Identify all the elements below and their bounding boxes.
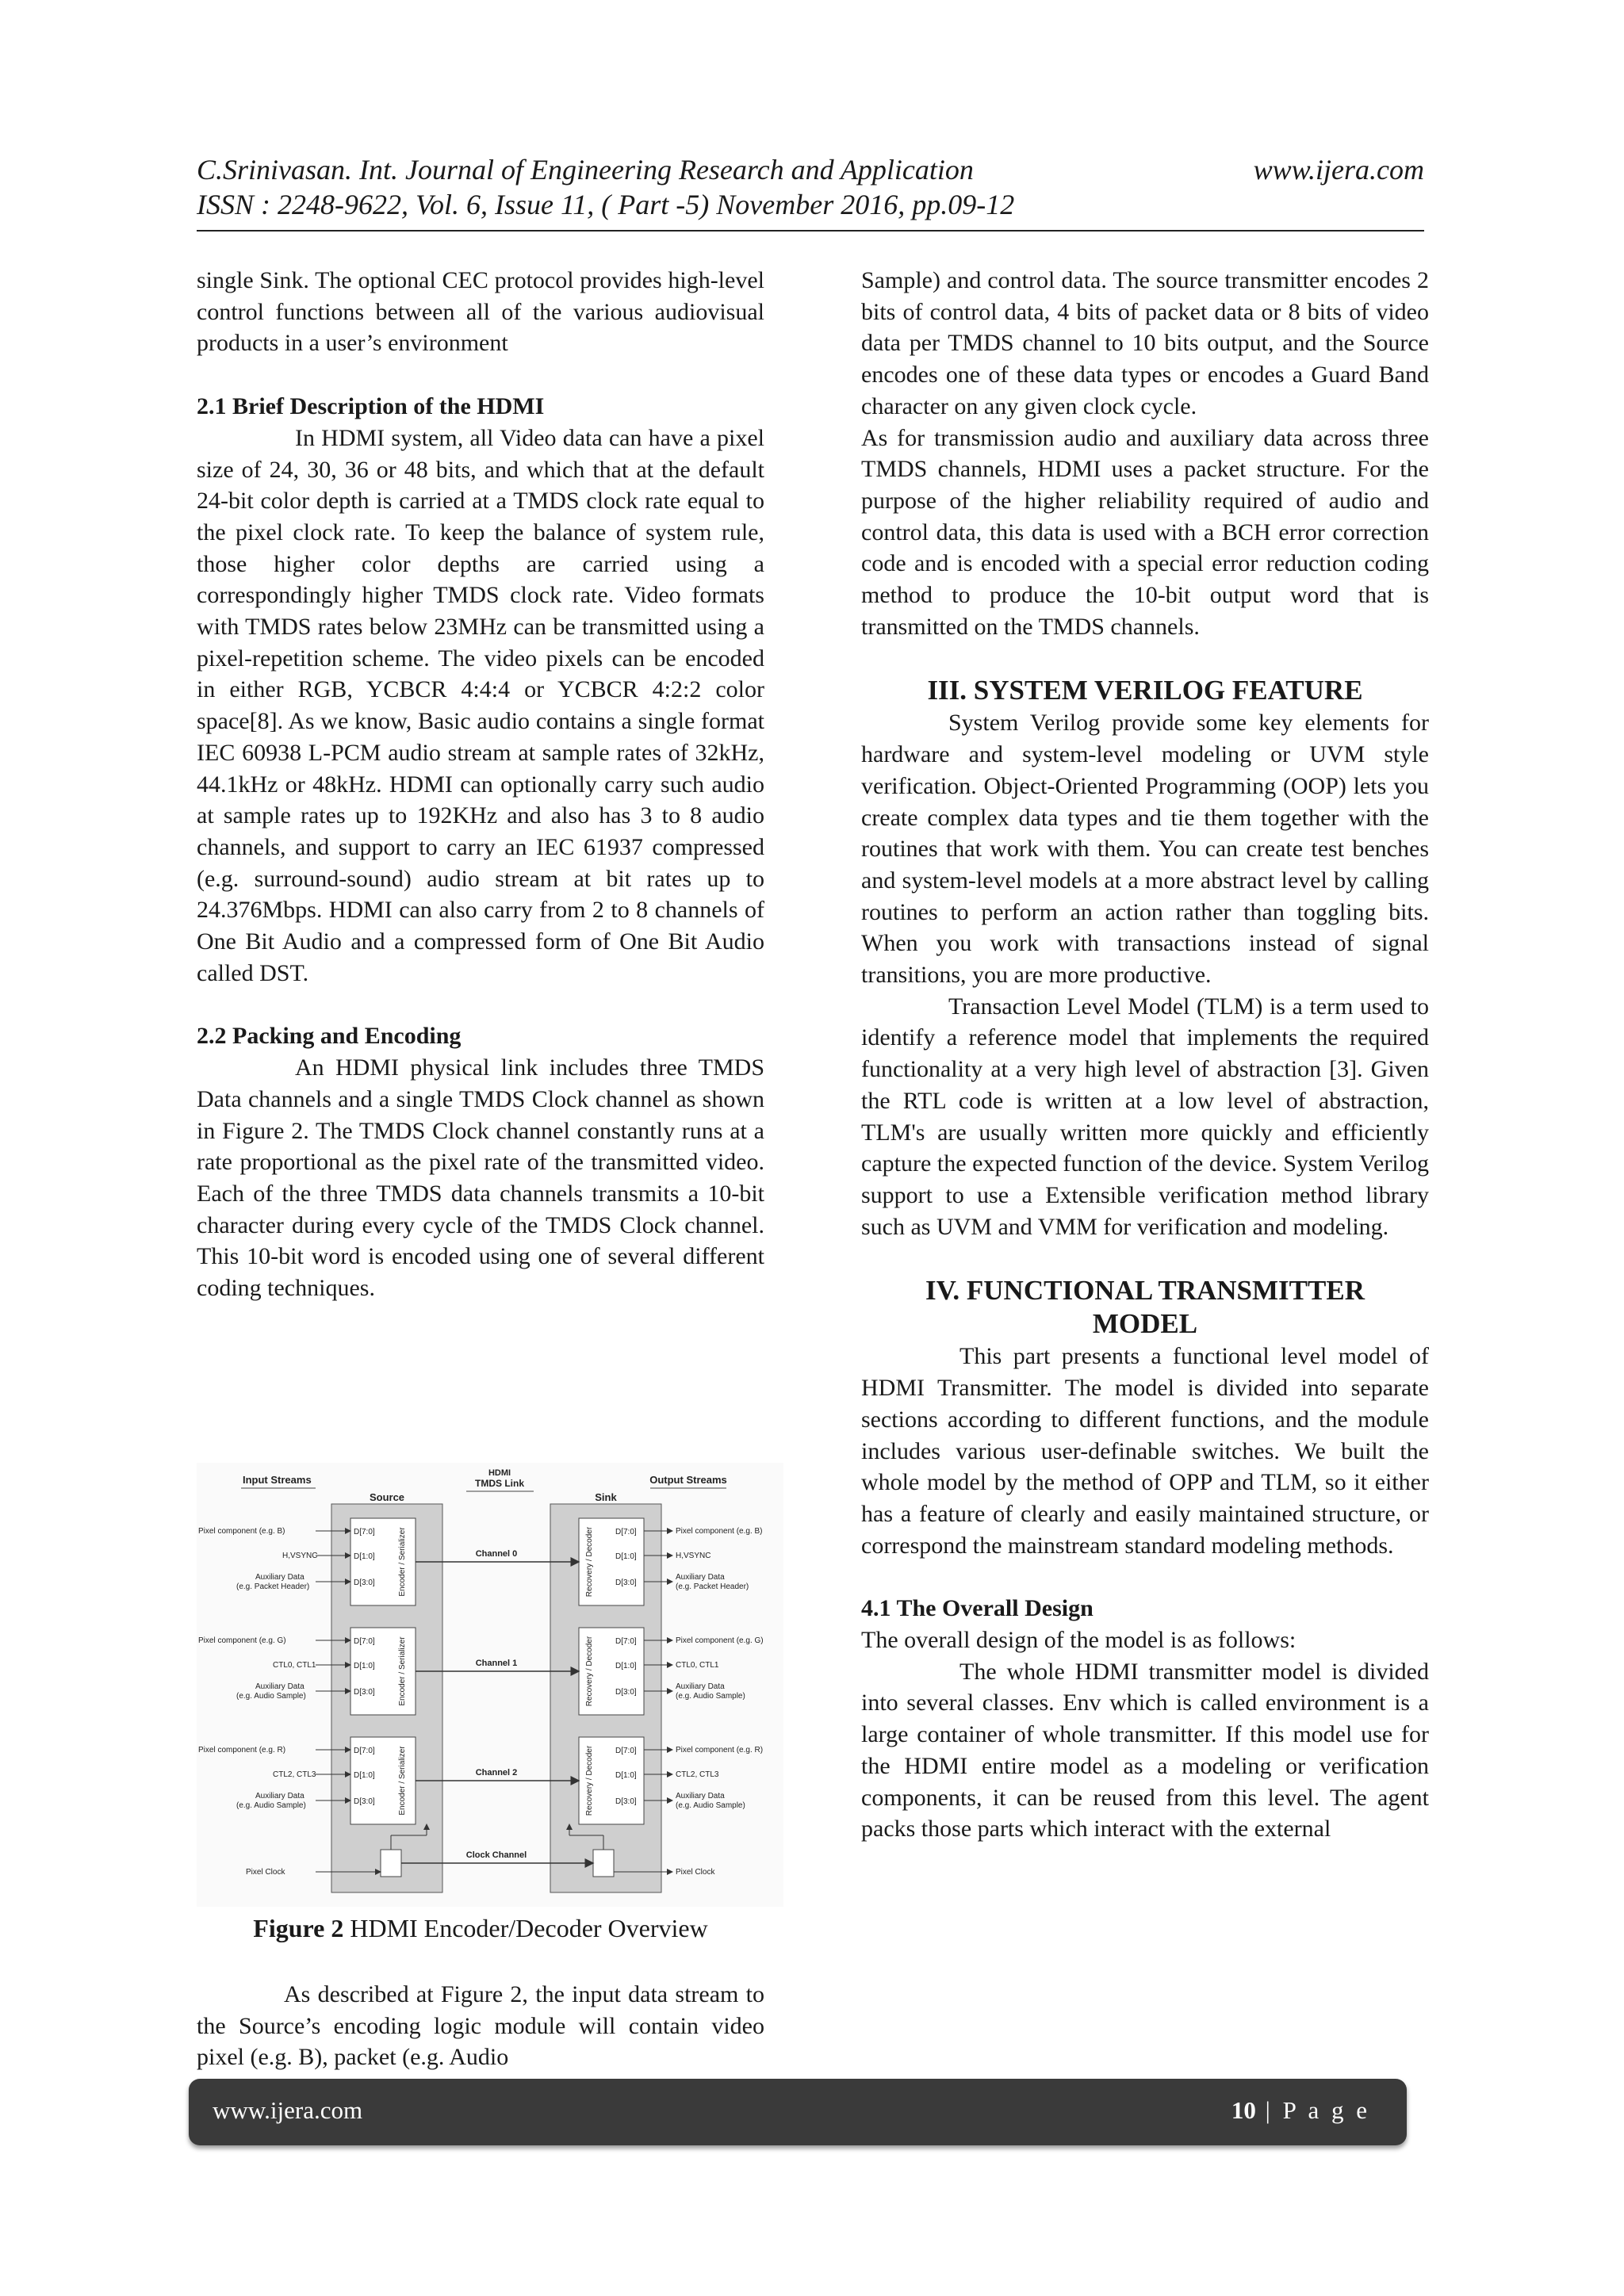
- ch1-label: Channel 1: [475, 1659, 518, 1668]
- ch1-out-d1: D[7:0]: [615, 1637, 637, 1646]
- section-4-1-para-2: The whole HDMI transmitter model is divided into several classes. Env which is called environment is a large container of whole transmitter. If this model use for the HDMI entire model as a modeling or verification components, it can be reused from this level. The agent packs those parts which interact with the external: [861, 1658, 1429, 1843]
- ch2-ctl-out: CTL2, CTL3: [676, 1770, 719, 1779]
- left-column: [197, 265, 764, 1304]
- page-number: 10: [1231, 2096, 1256, 2124]
- section-3-title: III. SYSTEM VERILOG FEATURE: [927, 675, 1363, 706]
- ch0-label: Channel 0: [475, 1549, 518, 1559]
- ch2-ctl-in: CTL2, CTL3: [273, 1770, 316, 1779]
- ch0-encoder: Encoder / Serializer: [398, 1527, 407, 1597]
- figure-2-caption: [197, 1912, 764, 1944]
- ch0-pixel-out: Pixel component (e.g. B): [676, 1527, 763, 1536]
- ch0-ctl-in: H,VSYNC: [282, 1552, 318, 1560]
- ch0-aux-out-2: (e.g. Packet Header): [676, 1582, 749, 1591]
- section-4-para-1: This part presents a functional level model of HDMI Transmitter. The model is divided into separate sections according to different functions, and the module includes various user-definable switches. We built the whole model by the method of OPP and TLM, so it either has a feature of clearly and easily maintained structure, or correspond the mainstream standard modeling methods.: [861, 1343, 1429, 1559]
- ch2-aux-in-2: (e.g. Audio Sample): [236, 1801, 306, 1810]
- ch0-d2: D[1:0]: [354, 1552, 375, 1561]
- figure-caption-text: HDMI Encoder/Decoder Overview: [350, 1914, 708, 1942]
- left-para-0: single Sink. The optional CEC protocol provides high-level control functions between all of the various audiovisual products in a user’s environment: [197, 267, 764, 357]
- footer-site: www.ijera.com: [213, 2096, 363, 2124]
- section-2-2-title: 2.2 Packing and Encoding: [197, 1023, 462, 1050]
- ch0-d3: D[3:0]: [354, 1578, 375, 1587]
- journal-citation: C.Srinivasan. Int. Journal of Engineering Research and Application: [197, 154, 974, 186]
- figure-label: Figure 2: [253, 1914, 344, 1942]
- fig-source: Source: [369, 1491, 405, 1503]
- ch2-decoder: Recovery / Decoder: [585, 1745, 594, 1816]
- ch1-pixel-out: Pixel component (e.g. G): [676, 1636, 764, 1645]
- header-rule: [197, 230, 1424, 232]
- ch0-ctl-out: H,VSYNC: [676, 1552, 711, 1560]
- ch2-aux-out-1: Auxiliary Data: [676, 1792, 725, 1800]
- ch1-d1: D[7:0]: [354, 1637, 375, 1646]
- fig-tmds-link: TMDS Link: [475, 1478, 524, 1489]
- fig-pixel-clock-in: Pixel Clock: [246, 1868, 285, 1877]
- ch0-out-d3: D[3:0]: [615, 1578, 637, 1587]
- page-footer: [189, 2079, 1407, 2145]
- ch2-d1: D[7:0]: [354, 1747, 375, 1755]
- ch2-out-d2: D[1:0]: [615, 1771, 637, 1780]
- ch2-d2: D[1:0]: [354, 1771, 375, 1780]
- left-after-figure: [197, 1979, 764, 2073]
- section-3-para-2: Transaction Level Model (TLM) is a term used to identify a reference model that implements the required functionality at a very high level of abstraction [3]. Given the RTL code is written at a low level of abstraction, TLM's are usually written more quickly and efficiently capture the expected function of the device. System Verilog support to use a Extensible verification method library such as UVM and VMM for verification and modeling.: [861, 993, 1429, 1240]
- ch0-out-d2: D[1:0]: [615, 1552, 637, 1561]
- right-para-1: As for transmission audio and auxiliary data across three TMDS channels, HDMI uses a packet structure. For the purpose of the higher reliability required of audio and control data, this data is used with a BCH error correction code and is encoded with a special error reduction coding method to produce the 10-bit output word that is transmitted on the TMDS channels.: [861, 424, 1429, 640]
- ch1-encoder: Encoder / Serializer: [398, 1636, 407, 1706]
- ch0-aux-out-1: Auxiliary Data: [676, 1573, 725, 1582]
- fig-input-streams: Input Streams: [243, 1474, 312, 1486]
- ch1-d3: D[3:0]: [354, 1688, 375, 1697]
- ch0-pixel-in: Pixel component (e.g. B): [198, 1527, 285, 1536]
- ch0-d1: D[7:0]: [354, 1528, 375, 1536]
- ch0-out-d1: D[7:0]: [615, 1528, 637, 1536]
- section-3-para-1: System Verilog provide some key elements for hardware and system-level modeling or UVM style verification. Object-Oriented Programming (OOP) lets you create complex data types and tie them together with the routines that work with them. You can create test benches and system-level models at a more abstract level by calling routines to perform an action rather than toggling bits. When you work with transactions instead of signal transitions, you are more productive.: [861, 710, 1429, 989]
- ch2-encoder: Encoder / Serializer: [398, 1746, 407, 1816]
- fig-pixel-clock-out: Pixel Clock: [676, 1868, 715, 1877]
- right-para-0: Sample) and control data. The source transmitter encodes 2 bits of control data, 4 bits of packet data or 8 bits of video data per TMDS channel to 10 bits output, and the Source encodes one of these data types or encodes a Guard Band character on any given clock cycle.: [861, 267, 1429, 419]
- ch2-out-d1: D[7:0]: [615, 1747, 637, 1755]
- ch2-label: Channel 2: [475, 1768, 518, 1777]
- ch1-aux-in-2: (e.g. Audio Sample): [236, 1692, 306, 1701]
- fig-clock-channel: Clock Channel: [465, 1850, 527, 1860]
- section-2-1-text: In HDMI system, all Video data can have a pixel size of 24, 30, 36 or 48 bits, and which that at the default 24-bit color depth is carried at a TMDS clock rate equal to the pixel clock rate. To keep the balance of system rule, those higher color depths are carried using a correspondingly higher TMDS clock rate. Video formats with TMDS rates below 23MHz can be transmitted using a pixel-repetition scheme. The video pixels can be encoded in either RGB, YCBCR 4:4:4 or YCBCR 4:2:2 color space[8]. As we know, Basic audio contains a single format IEC 60938 L-PCM audio stream at sample rates of 32kHz, 44.1kHz or 48kHz. HDMI can optionally carry such audio at sample rates up to 192KHz and also has 3 to 8 audio channels, and support to carry an IEC 61937 compressed (e.g. surround-sound) audio stream at bit rates up to 24.376Mbps. HDMI can also carry from 2 to 8 channels of One Bit Audio and a compressed form of One Bit Audio called DST.: [197, 424, 764, 986]
- ch0-aux-in-2: (e.g. Packet Header): [236, 1582, 310, 1591]
- ch2-pixel-out: Pixel component (e.g. R): [676, 1746, 764, 1755]
- ch2-d3: D[3:0]: [354, 1797, 375, 1806]
- ch1-pixel-in: Pixel component (e.g. G): [198, 1636, 286, 1645]
- fig-output-streams: Output Streams: [649, 1474, 727, 1486]
- section-4-1-title: 4.1 The Overall Design: [861, 1595, 1094, 1622]
- ch2-aux-out-2: (e.g. Audio Sample): [676, 1801, 745, 1810]
- ch1-ctl-out: CTL0, CTL1: [676, 1661, 719, 1670]
- ch0-aux-in-1: Auxiliary Data: [255, 1573, 304, 1582]
- journal-site: www.ijera.com: [1253, 154, 1424, 186]
- ch1-out-d3: D[3:0]: [615, 1688, 637, 1697]
- ch1-ctl-in: CTL0, CTL1: [273, 1661, 316, 1670]
- ch1-aux-in-1: Auxiliary Data: [255, 1682, 304, 1691]
- right-column: [861, 265, 1429, 1845]
- hdmi-encoder-decoder-diagram: [197, 1463, 783, 1907]
- section-4-title-line-1: IV. FUNCTIONAL TRANSMITTER: [925, 1275, 1365, 1307]
- section-2-2-text: An HDMI physical link includes three TMDS Data channels and a single TMDS Clock channel as shown in Figure 2. The TMDS Clock channel constantly runs at a rate proportional as the pixel rate of the transmitted video. Each of the three TMDS data channels transmits a 10-bit character during every cycle of the TMDS Clock channel. This 10-bit word is encoded using one of several different coding techniques.: [197, 1054, 764, 1302]
- figure-2: [197, 1463, 783, 1907]
- ch2-out-d3: D[3:0]: [615, 1797, 637, 1806]
- ch1-aux-out-2: (e.g. Audio Sample): [676, 1692, 745, 1701]
- footer-page: [1231, 2096, 1370, 2125]
- section-4-1-para-1: The overall design of the model is as follows:: [861, 1627, 1297, 1654]
- ch1-d2: D[1:0]: [354, 1662, 375, 1670]
- running-header: [197, 152, 1424, 222]
- fig-sink: Sink: [595, 1491, 617, 1503]
- ch2-aux-in-1: Auxiliary Data: [255, 1792, 304, 1800]
- page-label: | P a g e: [1255, 2096, 1370, 2124]
- fig-hdmi: HDMI: [488, 1468, 511, 1478]
- section-4-title-line-2: MODEL: [1092, 1308, 1198, 1340]
- ch2-pixel-in: Pixel component (e.g. R): [198, 1746, 286, 1755]
- issue-line: ISSN : 2248-9622, Vol. 6, Issue 11, ( Part -5) November 2016, pp.09-12: [197, 189, 1015, 220]
- ch1-aux-out-1: Auxiliary Data: [676, 1682, 725, 1691]
- section-2-1-title: 2.1 Brief Description of the HDMI: [197, 393, 545, 420]
- ch0-decoder: Recovery / Decoder: [585, 1526, 594, 1598]
- ch1-decoder: Recovery / Decoder: [585, 1636, 594, 1707]
- left-after-figure-text: As described at Figure 2, the input data stream to the Source’s encoding logic module will contain video pixel (e.g. B), packet (e.g. Audio: [197, 1981, 764, 2071]
- ch1-out-d2: D[1:0]: [615, 1662, 637, 1670]
